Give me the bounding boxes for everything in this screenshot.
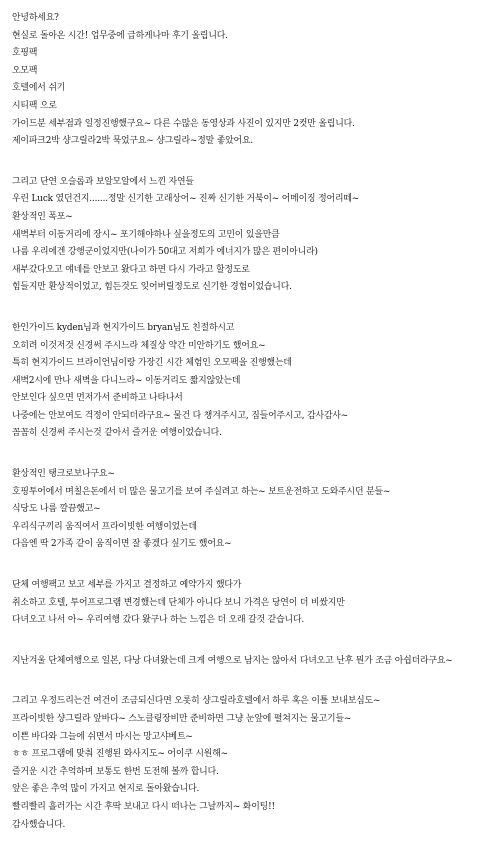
text-line: 제이파크2박 샹그릴라2박 묵었구요~ 샹그릴라~정말 좋았어요. <box>12 136 254 147</box>
paragraph-nature <box>12 174 494 297</box>
text-line: 취소하고 호텔, 투어프로그램 변경했는데 단체가 아니다 보니 가격은 당연이 더 비쌌지만 <box>12 597 345 608</box>
text-line: 그리고 우정드리는건 여건이 조금되신다면 오롯히 샹그릴라호텔에서 하루 혹은 이틀 보내보심도~ <box>12 696 381 707</box>
text-line: 꼼꼼히 신경써 주시는것 같아서 즐거운 여행이었습니다. <box>12 428 222 439</box>
text-line: 오히려 이것저것 신경써 주시느라 체질상 약간 미안하기도 했어요~ <box>12 340 266 351</box>
text-line: ㅎㅎ 프로그램에 맞춰 진행된 와사지도~ 어이쿠 시원해~ <box>12 749 228 760</box>
text-line: 이쁜 바다와 그늘에 쉬면서 마시는 망고샤베트~ <box>12 731 193 742</box>
text-line: 현실로 돌아온 시간! 업무중에 급하게나마 후기 올립니다. <box>12 30 228 41</box>
text-line: 한인가이드 kyden님과 현지가이드 bryan님도 친절하시고 <box>12 322 235 333</box>
text-line: 가이드분 세부점과 일정진행했구요~ 다른 수많은 동영상과 사진이 있지만 2컷만 올립니다. <box>12 118 355 129</box>
text-line: 나중에는 안보여도 걱정이 안되더라구요~ 물건 다 챙겨주시고, 짐들어주시고, 감사감사~ <box>12 410 349 421</box>
text-line: 우리식구끼리 움직여서 프라이빗한 여행이었는데 <box>12 521 197 532</box>
paragraph-booking <box>12 577 494 630</box>
text-line: 새벽2시에 만나 새벽을 다니느라~ 이동거리도 짧지않았는데 <box>12 375 241 386</box>
paragraph-last-trip <box>12 653 494 671</box>
text-line: 오모팩 <box>12 65 38 76</box>
text-line: 호핑투어에서 며칠은돈에서 더 많은 물고기를 보여 주실려고 하는~ 보트운전하고 도와주시던 분들~ <box>12 486 391 497</box>
text-line: 호핑팩 <box>12 48 38 59</box>
text-line: 새벽부터 이동거리에 장시~ 포기해야하나 싶을정도의 고민이 있을만큼 <box>12 229 280 240</box>
text-line: 환상적인 폭포~ <box>12 211 73 222</box>
text-line: 새부갔다오고 얘네를 안보고 왔다고 하면 다시 가라고 할정도로 <box>12 264 250 275</box>
text-line: 안보인다 싶으면 먼저가서 준비하고 나타나서 <box>12 393 183 404</box>
text-line: 호텔에서 쉬기 <box>12 83 66 94</box>
text-line: 즐거운 시간 추억하며 보통도 한번 도전해 볼까 합니다. <box>12 766 219 777</box>
text-line: 안녕하세요? <box>12 13 59 23</box>
text-line: 감사했습니다. <box>12 819 66 830</box>
text-line: 특히 현지가이드 브라이언님이랑 가장긴 시간 체험인 오모팩을 진행했는데 <box>12 358 292 369</box>
text-line: 시티팩 으로 <box>12 100 57 111</box>
text-line: 단체 여행팩고 보고 세부를 가지고 결정하고 예약가지 했다가 <box>12 580 242 591</box>
text-line: 나름 우리에겐 강행군이었지만(나이가 50대고 저희가 에너지가 많은 편이아니라) <box>12 247 318 258</box>
text-line: 앞은 좋은 추억 많이 가지고 현지로 돌아왔습니다. <box>12 784 200 795</box>
text-line: 우린 Luck 였던건지.......정말 신기한 고래상어~ 진짜 신기한 거북이~ 어메이징 정어리떼~ <box>12 194 360 205</box>
review-post-body <box>12 10 494 857</box>
text-line: 프라이빗한 샹그릴라 앞바다~ 스노클링장비만 준비하면 그냥 눈앞에 펼쳐지는 물고기들~ <box>12 714 352 724</box>
paragraph-recommendation <box>12 693 494 834</box>
paragraph-guides <box>12 320 494 443</box>
text-line: 환상적인 탱크로보나구요~ <box>12 469 115 480</box>
text-line: 그리고 단연 오슬롭과 보알모알에서 느낀 자연들 <box>12 176 194 187</box>
text-line: 빨리빨리 흘러가는 시간 후딱 보내고 다시 떠나는 그날까지~ 화이팅!! <box>12 801 275 812</box>
text-line: 다녀오고 나서 아~ 우리여행 갔다 왔구나 하는 느낌은 더 오래 갈것 같습니다. <box>12 615 305 626</box>
text-line: 힘들지만 환상적이었고, 힘든것도 잊어버릴정도로 신기한 경험이었습니다. <box>12 282 292 293</box>
paragraph-hopping <box>12 466 494 554</box>
text-line: 식당도 나름 깔끔했고~ <box>12 504 101 515</box>
text-line: 다음엔 딱 2가족 같이 움직이면 잘 좋겠다 싶기도 했어요~ <box>12 539 232 550</box>
paragraph-intro <box>12 10 494 151</box>
text-line: 지난겨울 단체여행으로 일본, 다낭 다녀왔는데 크게 여행으로 남지는 않아서 다녀오고 난후 뭔가 조금 아쉽더라구요~ <box>12 655 453 666</box>
